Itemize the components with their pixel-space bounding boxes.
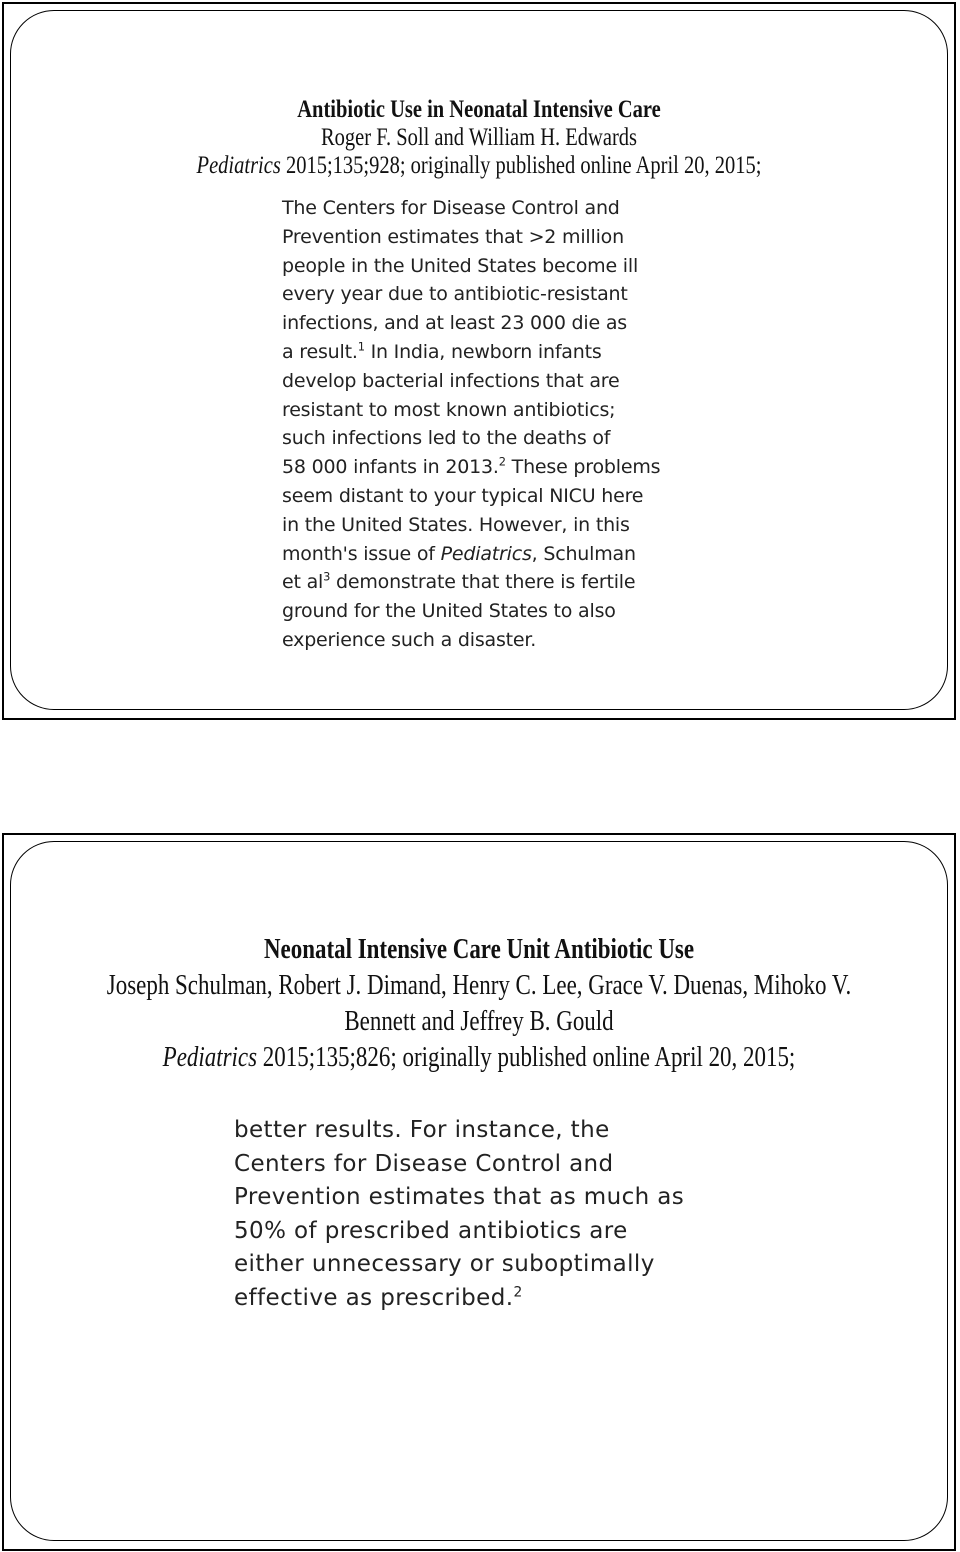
excerpt-line: resistant to most known antibiotics;	[282, 398, 616, 421]
slide-2-authors-line-1: Joseph Schulman, Robert J. Dimand, Henry C. Lee, Grace V. Duenas, Mihoko V.	[106, 970, 852, 1001]
slide-2-frame	[2, 833, 956, 1551]
slide-2-citation	[95, 1040, 863, 1076]
excerpt-line: The Centers for Disease Control and	[282, 197, 620, 219]
excerpt-line	[234, 1282, 684, 1316]
excerpt-text: effective as prescribed.	[234, 1284, 514, 1311]
reference-superscript: 1	[357, 339, 365, 354]
reference-superscript: 2	[498, 454, 506, 469]
journal-name: Pediatrics	[440, 542, 532, 565]
slide-1-citation-details: 2015;135;928; originally published online April 20, 2015;	[280, 152, 762, 179]
excerpt-line: such infections led to the deaths of	[282, 427, 611, 450]
slide-1-excerpt	[282, 194, 660, 655]
excerpt-text: , Schulman	[531, 542, 636, 565]
excerpt-text: et al	[282, 571, 324, 594]
excerpt-text: a result.	[282, 340, 358, 363]
excerpt-line: infections, and at least 23 000 die as	[282, 312, 627, 335]
slide-1-authors: Roger F. Soll and William H. Edwards	[320, 124, 638, 151]
reference-superscript: 2	[513, 1284, 523, 1301]
slide-2-title: Neonatal Intensive Care Unit Antibiotic Use	[263, 934, 695, 965]
slide-2-header	[95, 932, 863, 1076]
excerpt-text: 58 000 infants in 2013.	[282, 456, 499, 479]
slide-2-citation-journal: Pediatrics	[162, 1042, 258, 1073]
excerpt-text: demonstrate that there is fertile	[330, 571, 636, 594]
excerpt-line: 50% of prescribed antibiotics are	[234, 1217, 628, 1244]
slide-2-authors-line-2: Bennett and Jeffrey B. Gould	[344, 1006, 614, 1037]
slide-1-citation-journal: Pediatrics	[196, 152, 281, 179]
excerpt-line	[282, 540, 660, 569]
excerpt-line: experience such a disaster.	[282, 628, 537, 651]
excerpt-line: Prevention estimates that as much as	[234, 1184, 685, 1211]
slide-1-title: Antibiotic Use in Neonatal Intensive Care	[297, 96, 661, 123]
excerpt-text: In India, newborn infants	[364, 340, 602, 363]
slide-2-citation-details: 2015;135;826; originally published online April 20, 2015;	[257, 1042, 796, 1073]
excerpt-line: ground for the United States to also	[282, 600, 616, 623]
slide-1-citation	[95, 152, 863, 180]
excerpt-line	[282, 568, 660, 597]
excerpt-line: in the United States. However, in this	[282, 513, 630, 536]
excerpt-text: month's issue of	[282, 542, 441, 565]
excerpt-line: Centers for Disease Control and	[234, 1150, 614, 1177]
excerpt-line: develop bacterial infections that are	[282, 369, 620, 392]
slide-2-excerpt	[234, 1114, 684, 1316]
excerpt-line: either unnecessary or suboptimally	[234, 1251, 655, 1278]
excerpt-text: These problems	[505, 456, 661, 479]
excerpt-line	[282, 453, 660, 482]
slide-1-header	[95, 95, 863, 180]
excerpt-line	[282, 338, 660, 367]
excerpt-line: better results. For instance, the	[234, 1117, 610, 1143]
excerpt-line: seem distant to your typical NICU here	[282, 484, 644, 507]
excerpt-line: Prevention estimates that >2 million	[282, 225, 624, 248]
excerpt-line: every year due to antibiotic-resistant	[282, 283, 628, 306]
excerpt-line: people in the United States become ill	[282, 254, 639, 277]
slide-1-frame	[2, 2, 956, 720]
reference-superscript: 3	[323, 570, 331, 585]
